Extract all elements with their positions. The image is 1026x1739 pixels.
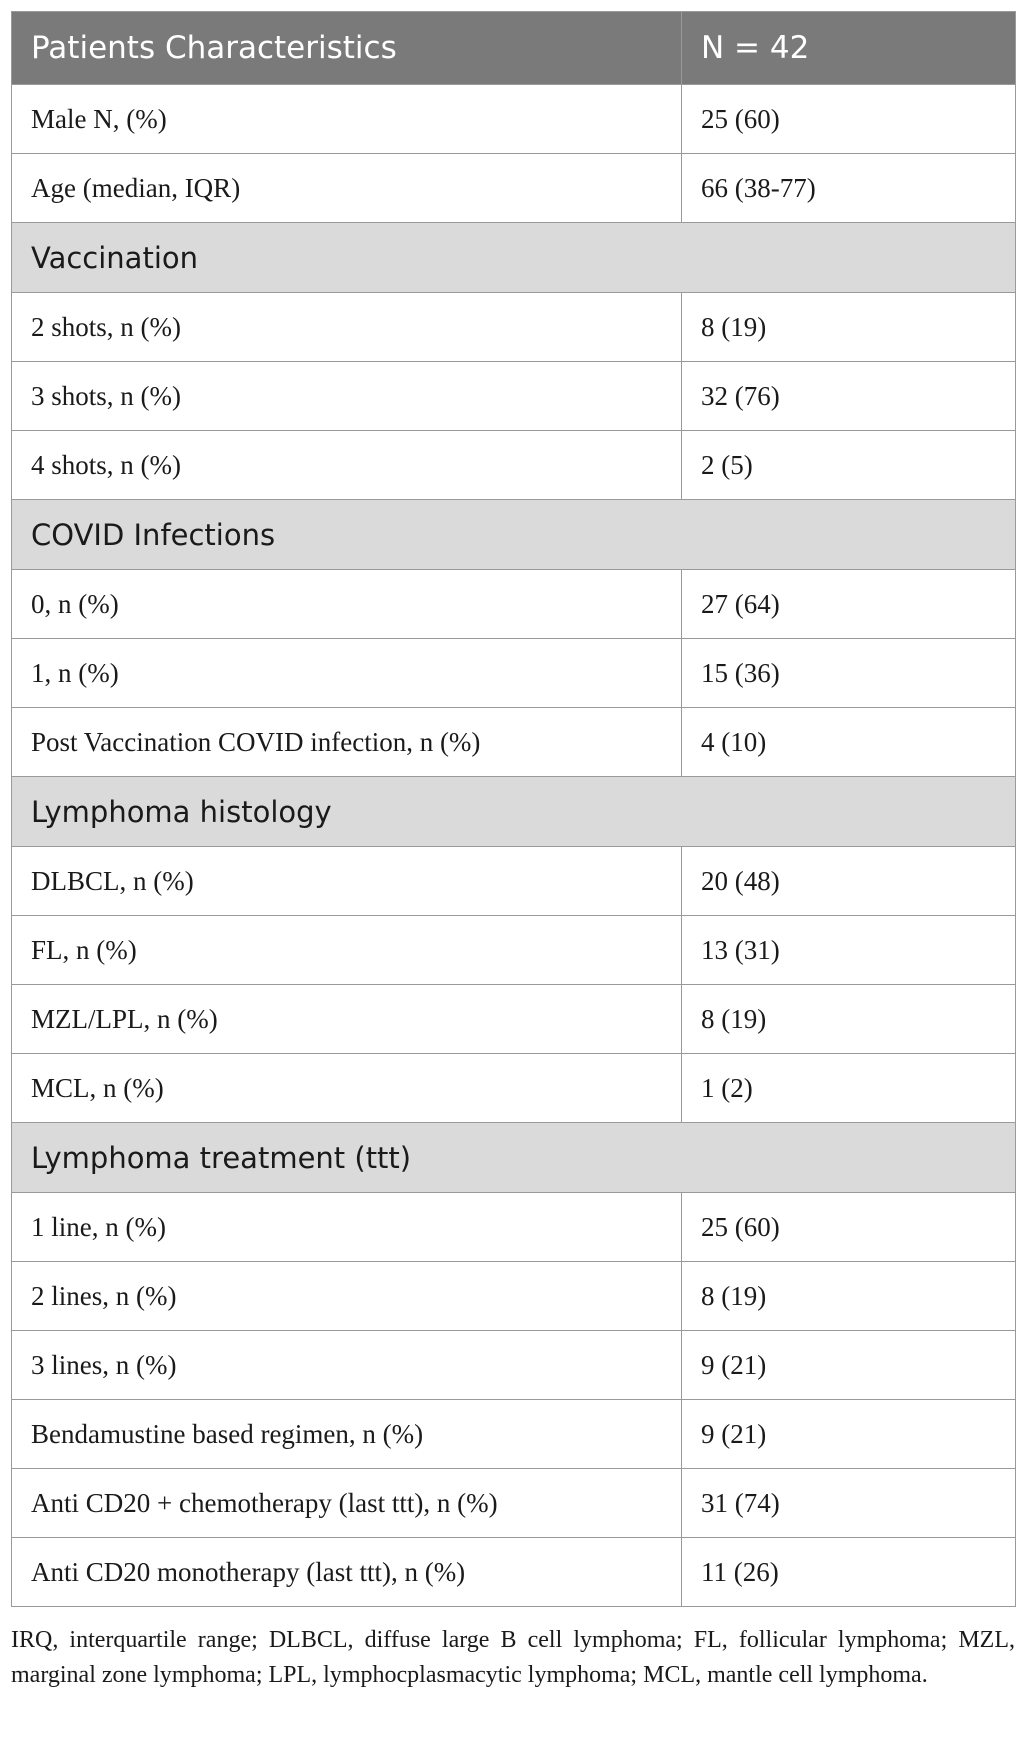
row-value: 13 (31)	[682, 916, 1016, 985]
table-row	[12, 708, 1016, 777]
row-value: 32 (76)	[682, 362, 1016, 431]
table-row	[12, 431, 1016, 500]
row-value: 9 (21)	[682, 1400, 1016, 1469]
section-title: COVID Infections	[12, 500, 1016, 570]
row-label: 3 shots, n (%)	[12, 362, 682, 431]
table-row	[12, 1469, 1016, 1538]
table-row	[12, 985, 1016, 1054]
table-row	[12, 1400, 1016, 1469]
patient-characteristics-table	[11, 11, 1016, 1607]
row-label: FL, n (%)	[12, 916, 682, 985]
section-title: Vaccination	[12, 223, 1016, 293]
row-value: 66 (38-77)	[682, 154, 1016, 223]
row-value: 11 (26)	[682, 1538, 1016, 1607]
row-label: 2 lines, n (%)	[12, 1262, 682, 1331]
table-row	[12, 1054, 1016, 1123]
row-value: 31 (74)	[682, 1469, 1016, 1538]
table-body	[12, 85, 1016, 1607]
section-title: Lymphoma histology	[12, 777, 1016, 847]
section-row-lymphoma-treatment	[12, 1123, 1016, 1193]
document	[11, 11, 1015, 1693]
header-label: Patients Characteristics	[12, 12, 682, 85]
row-value: 9 (21)	[682, 1331, 1016, 1400]
row-value: 2 (5)	[682, 431, 1016, 500]
section-title: Lymphoma treatment (ttt)	[12, 1123, 1016, 1193]
table-row	[12, 1331, 1016, 1400]
table-row	[12, 1262, 1016, 1331]
row-label: Anti CD20 + chemotherapy (last ttt), n (%)	[12, 1469, 682, 1538]
row-value: 15 (36)	[682, 639, 1016, 708]
table-row	[12, 293, 1016, 362]
table-row	[12, 1193, 1016, 1262]
row-value: 20 (48)	[682, 847, 1016, 916]
table-row	[12, 570, 1016, 639]
row-value: 25 (60)	[682, 1193, 1016, 1262]
row-label: Age (median, IQR)	[12, 154, 682, 223]
row-value: 27 (64)	[682, 570, 1016, 639]
table-row	[12, 847, 1016, 916]
row-value: 8 (19)	[682, 985, 1016, 1054]
row-label: 1 line, n (%)	[12, 1193, 682, 1262]
section-row-vaccination	[12, 223, 1016, 293]
row-label: Post Vaccination COVID infection, n (%)	[12, 708, 682, 777]
row-label: 0, n (%)	[12, 570, 682, 639]
table-header-row	[12, 12, 1016, 85]
table-row	[12, 1538, 1016, 1607]
row-value: 1 (2)	[682, 1054, 1016, 1123]
table-row	[12, 916, 1016, 985]
table-row	[12, 85, 1016, 154]
row-label: Anti CD20 monotherapy (last ttt), n (%)	[12, 1538, 682, 1607]
table-row	[12, 362, 1016, 431]
row-label: 3 lines, n (%)	[12, 1331, 682, 1400]
row-label: 1, n (%)	[12, 639, 682, 708]
row-label: 4 shots, n (%)	[12, 431, 682, 500]
section-row-lymphoma-histology	[12, 777, 1016, 847]
header-value: N = 42	[682, 12, 1016, 85]
row-label: MZL/LPL, n (%)	[12, 985, 682, 1054]
row-label: Male N, (%)	[12, 85, 682, 154]
row-label: Bendamustine based regimen, n (%)	[12, 1400, 682, 1469]
row-label: 2 shots, n (%)	[12, 293, 682, 362]
row-value: 25 (60)	[682, 85, 1016, 154]
row-value: 4 (10)	[682, 708, 1016, 777]
table-footnote: IRQ, interquartile range; DLBCL, diffuse large B cell lymphoma; FL, follicular lymphoma; MZL, marginal zone lymphoma; LPL, lymphocplasmacytic lymphoma; MCL, mantle cell lymphoma.	[11, 1627, 1015, 1688]
row-label: MCL, n (%)	[12, 1054, 682, 1123]
table-row	[12, 639, 1016, 708]
section-row-covid-infections	[12, 500, 1016, 570]
table-row	[12, 154, 1016, 223]
row-value: 8 (19)	[682, 1262, 1016, 1331]
row-label: DLBCL, n (%)	[12, 847, 682, 916]
row-value: 8 (19)	[682, 293, 1016, 362]
